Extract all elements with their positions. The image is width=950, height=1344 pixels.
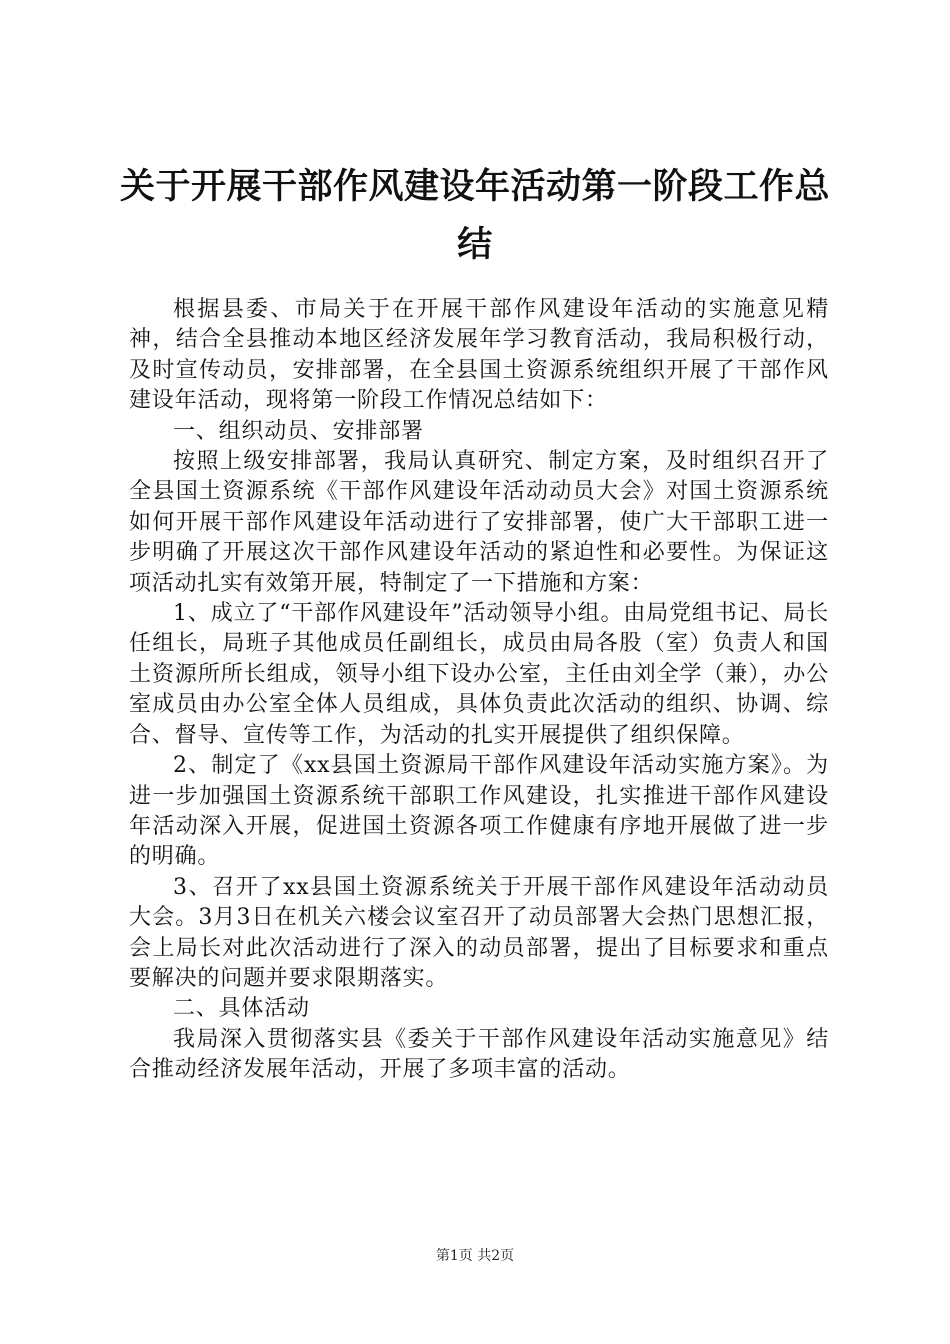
paragraph-item-3: 3、召开了xx县国土资源系统关于开展干部作风建设年活动动员大会。3月3日在机关六楼会议室召开了动员部署大会热门思想汇报，会上局长对此次活动进行了深入的动员部署，提出了目标要求和重点要解决的问题并要求限期落实。 (129, 874, 829, 991)
paragraph-section-1: 按照上级安排部署，我局认真研究、制定方案，及时组织召开了全县国土资源系统《干部作风建设年活动动员大会》对国土资源系统如何开展干部作风建设年活动进行了安排部署，使广大干部职工进一步明确了开展这次干部作风建设年活动的紧迫性和必要性。为保证这项活动扎实有效第开展，特制定了一下措施和方案： (129, 449, 829, 596)
document-body (129, 295, 829, 1086)
section-heading-2: 二、具体活动 (173, 996, 310, 1022)
page-footer: 第1页 共2页 (435, 1248, 515, 1264)
paragraph-item-1: 1、成立了“干部作风建设年”活动领导小组。由局党组书记、局长任组长，局班子其他成员任副组长，成员由局各股（室）负责人和国土资源所所长组成，领导小组下设办公室，主任由刘全学（兼），办公室成员由办公室全体人员组成，具体负责此次活动的组织、协调、综合、督导、宣传等工作，为活动的扎实开展提供了组织保障。 (129, 601, 829, 748)
paragraph-item-2: 2、制定了《xx县国土资源局干部作风建设年活动实施方案》。为进一步加强国土资源系统干部职工作风建设，扎实推进干部作风建设年活动深入开展，促进国土资源各项工作健康有序地开展做了进一步的明确。 (129, 753, 829, 870)
paragraph-intro: 根据县委、市局关于在开展干部作风建设年活动的实施意见精神，结合全县推动本地区经济发展年学习教育活动，我局积极行动，及时宣传动员，安排部署，在全县国土资源系统组织开展了干部作风建设年活动，现将第一阶段工作情况总结如下： (129, 297, 829, 414)
document-title: 关于开展干部作风建设年活动第一阶段工作总结 (119, 167, 830, 265)
paragraph-section-2: 我局深入贯彻落实县《委关于干部作风建设年活动实施意见》结合推动经济发展年活动，开展了多项丰富的活动。 (129, 1026, 829, 1083)
section-heading-1: 一、组织动员、安排部署 (173, 418, 424, 444)
